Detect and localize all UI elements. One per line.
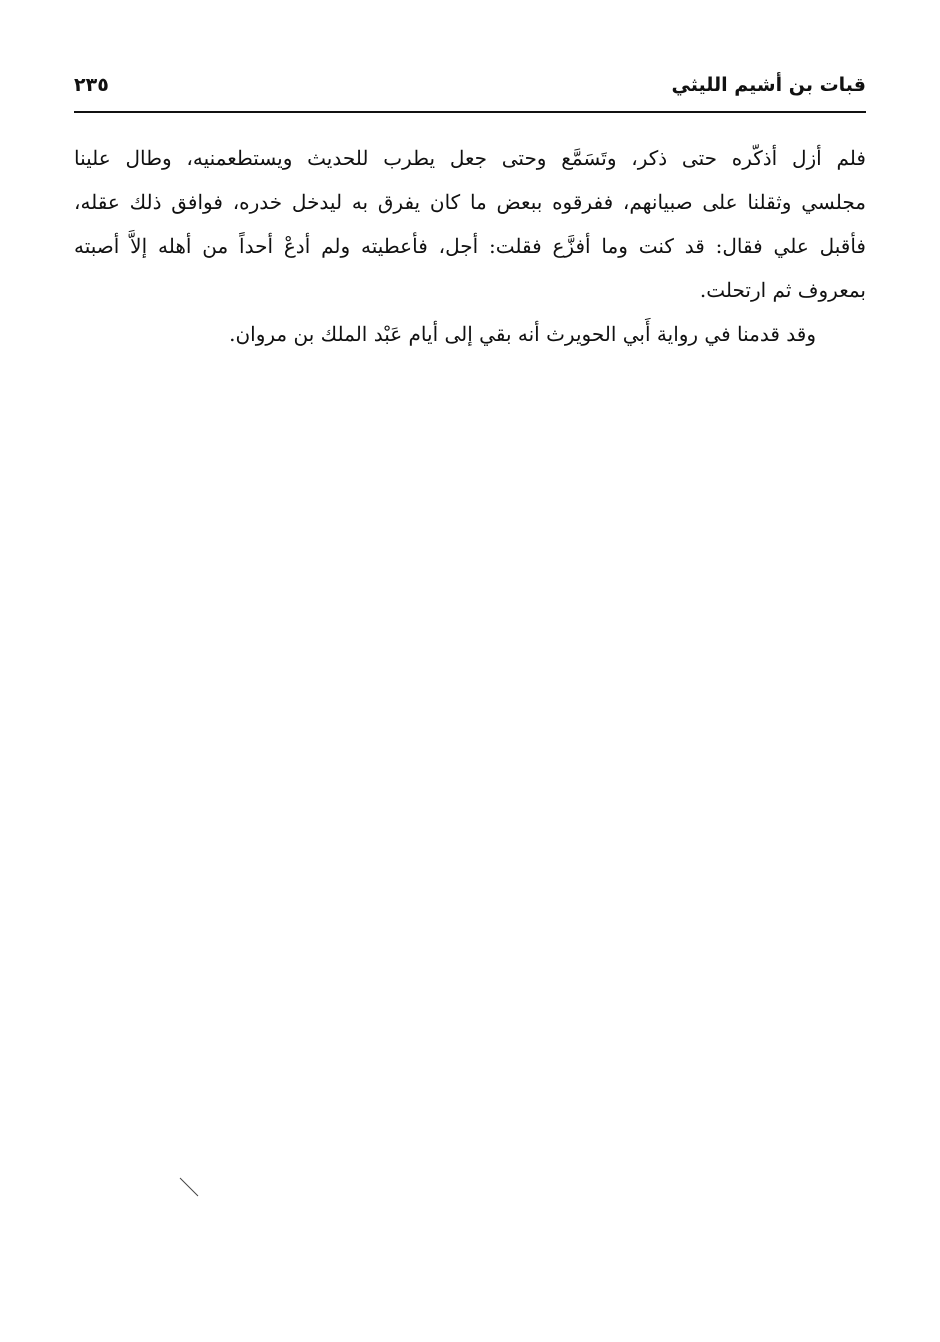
text-line: فأقبل علي فقال: قد كنت وما أفزَّع فقلت: أجل، فأعطيته ولم أدعْ أحداً من أهله إلاَّ أصبته <box>74 234 866 258</box>
page-header <box>74 64 866 110</box>
text-line: فلم أزل أذكّره حتى ذكر، وتَسَمَّع وحتى جعل يطرب للحديث ويستطعمنيه، وطال علينا <box>74 146 866 170</box>
page-number: ٢٣٥ <box>74 74 109 96</box>
text-line: مجلسي وثقلنا على صبيانهم، ففرقوه ببعض ما كان يفرق به ليدخل خدره، فوافق ذلك عقله، <box>74 190 866 214</box>
running-title: قبات بن أشيم الليثي <box>671 74 866 96</box>
stray-pen-mark <box>178 1176 202 1200</box>
body-text <box>74 136 866 356</box>
paragraph-1 <box>74 136 866 312</box>
paragraph-2 <box>74 312 866 356</box>
text-line: وقد قدمنا في رواية أَبي الحويرث أنه بقي إلى أيام عَبْد الملك بن مروان. <box>229 322 816 346</box>
header-rule <box>74 111 866 113</box>
text-line: بمعروف ثم ارتحلت. <box>699 278 866 302</box>
